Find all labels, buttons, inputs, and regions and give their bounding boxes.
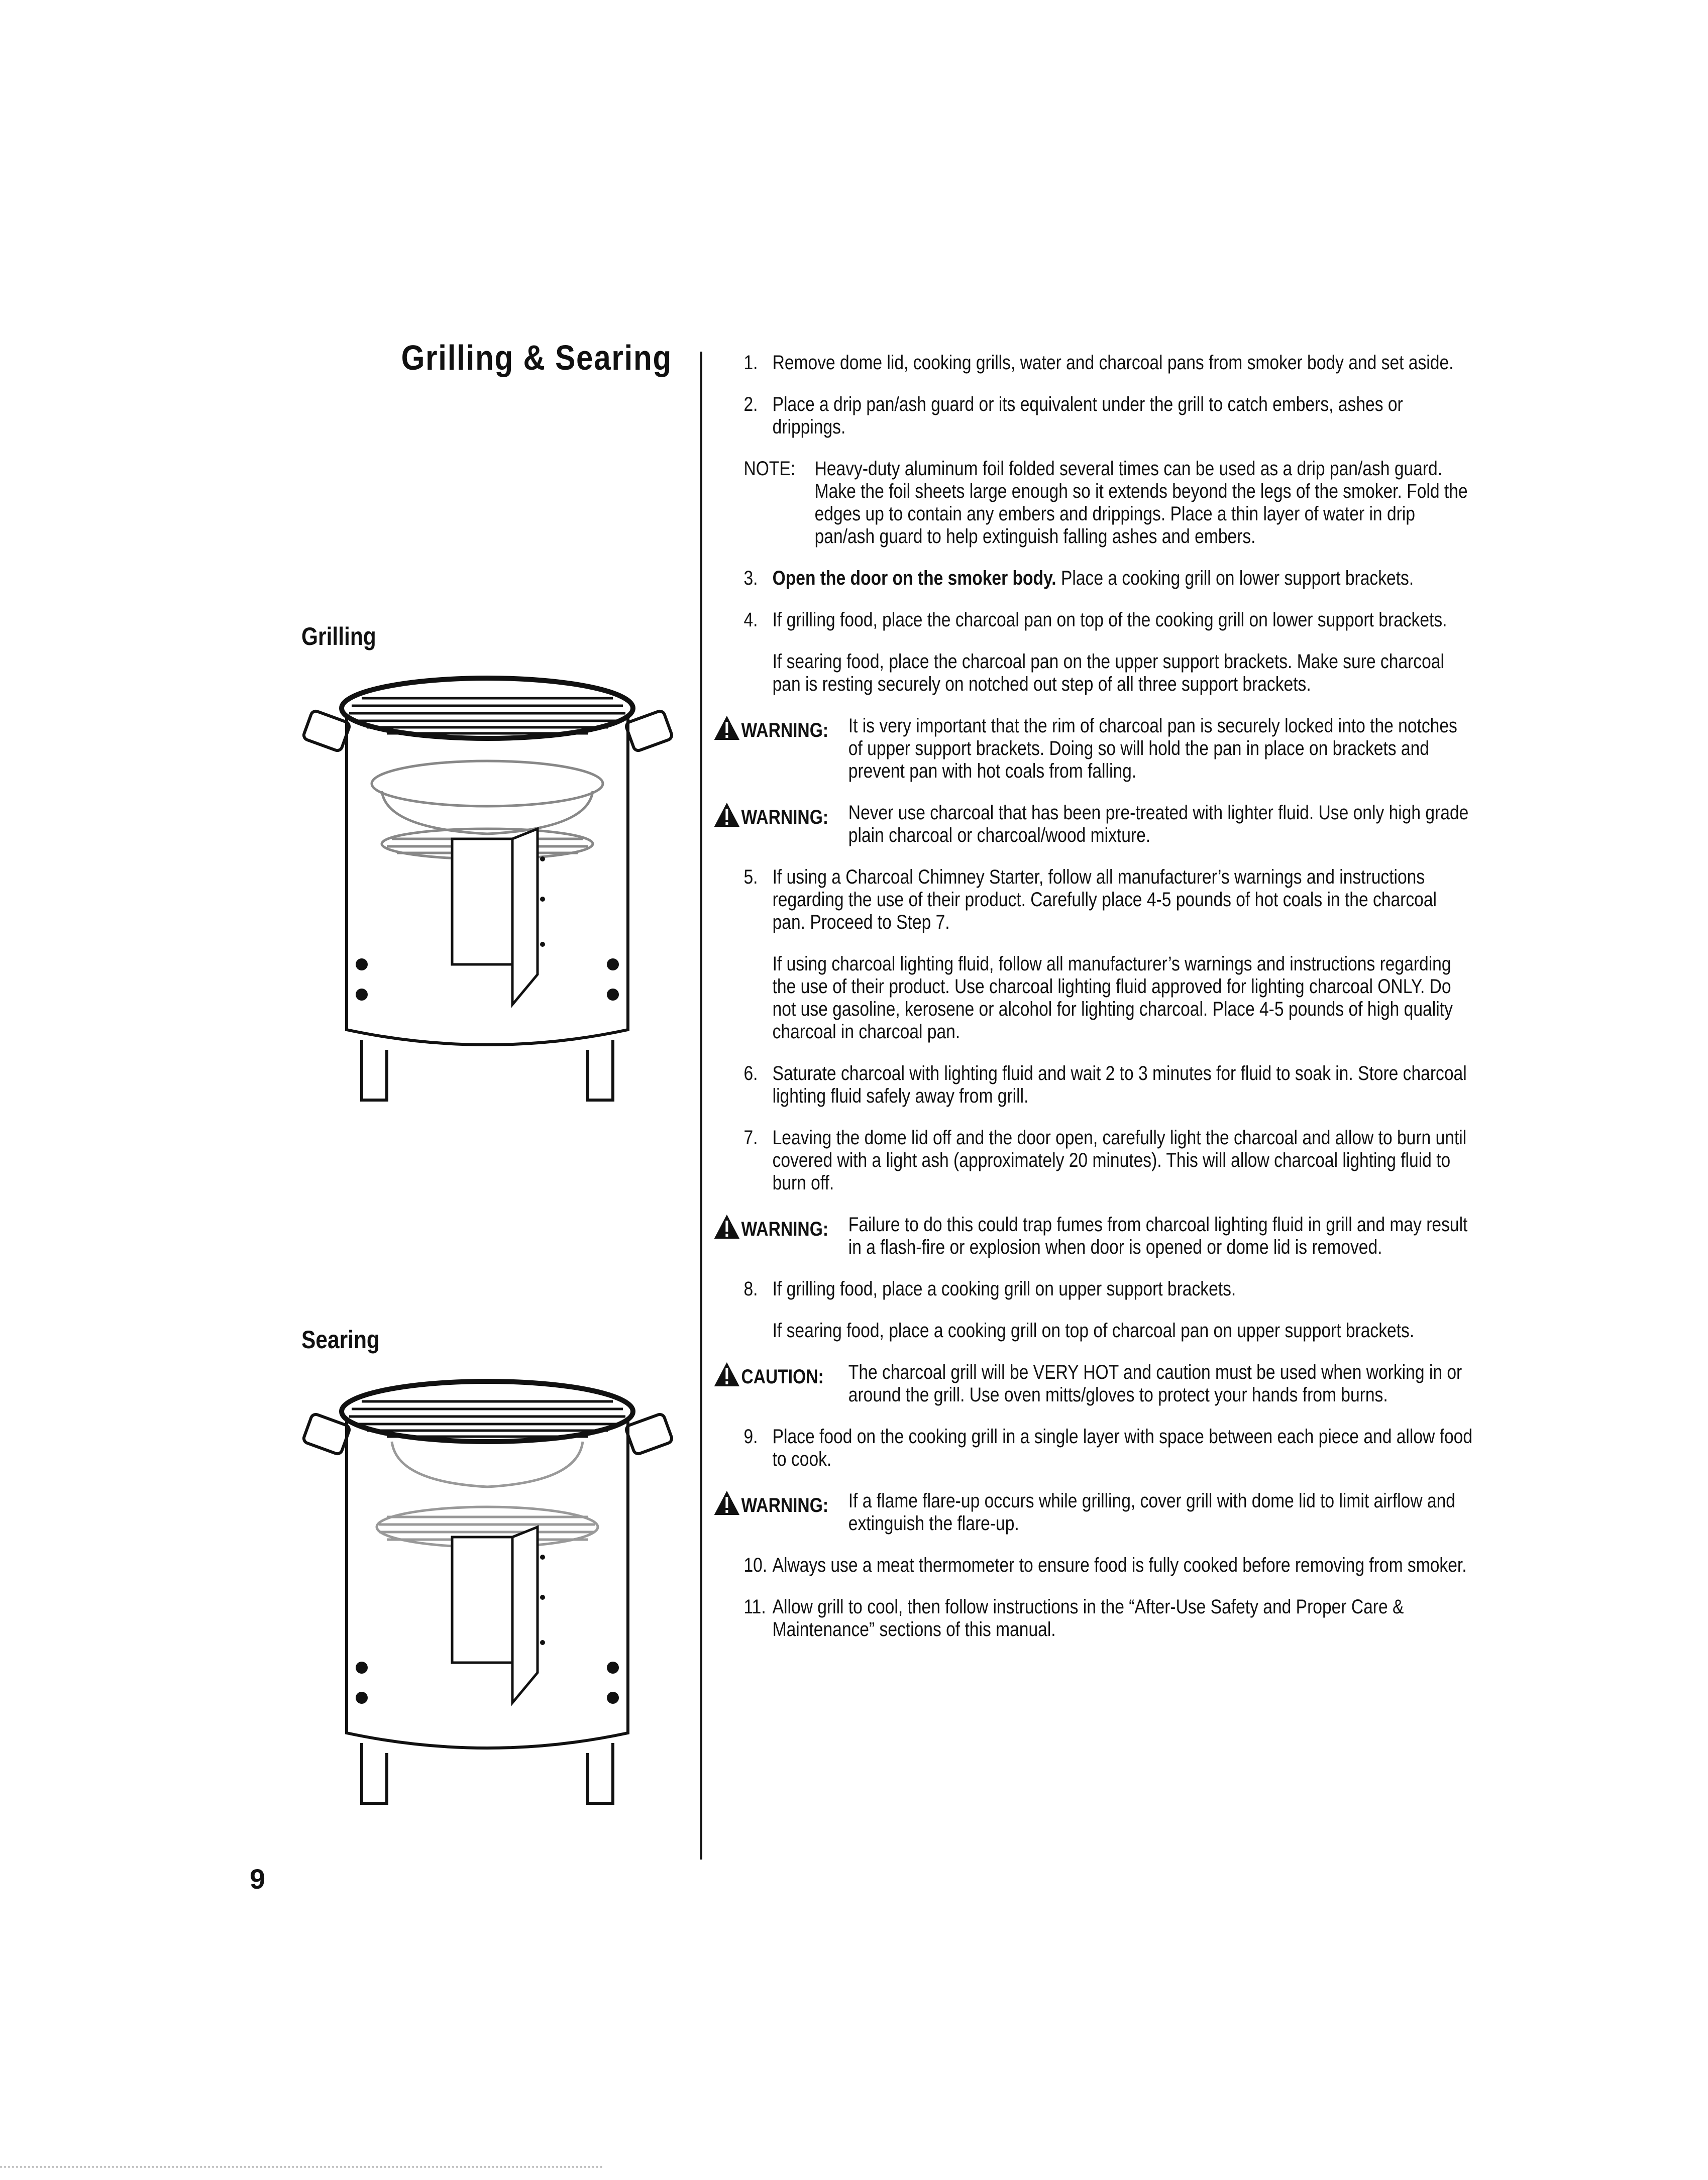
step-5-lighting-fluid: If using charcoal lighting fluid, follow all manufacturer’s warnings and instructions regarding the use of their product. Use charcoal lighting fluid approved for lighting charcoal ONLY. Do not use gasoline, kerosene or alcohol for lighting charcoal. Place 4-5 pounds of high quality charcoal in charcoal pan. xyxy=(772,953,1453,1043)
step-2: 2. Place a drip pan/ash guard or its equivalent under the grill to catch embers, ashes or drippings. xyxy=(743,393,1403,438)
note-block: NOTE: Heavy-duty aluminum foil folded several times can be used as a drip pan/ash guard. Make the foil sheets large enough so it extends beyond the legs of the smoker. Fold the edges up to contain any embers and drippings. Place a thin layer of water in drip pan/ash guard to help extinguish falling ashes and embers. xyxy=(743,458,1468,548)
step-10: 10. Always use a meat thermometer to ensure food is fully cooked before removing from smoker. xyxy=(743,1554,1467,1576)
step-4: 4. If grilling food, place the charcoal pan on top of the cooking grill on lower support brackets. xyxy=(743,609,1447,631)
step-8-searing: If searing food, place a cooking grill on top of charcoal pan on upper support brackets. xyxy=(772,1320,1415,1342)
warning-block: WARNING: Never use charcoal that has been pre-treated with lighter fluid. Use only high grade plain charcoal or charcoal/wood mixture. xyxy=(713,802,1473,847)
step-7: 7. Leaving the dome lid off and the door open, carefully light the charcoal and allow to burn until covered with a light ash (approximately 20 minutes). This will allow charcoal lighting fluid to burn off. xyxy=(743,1127,1467,1194)
footer-print-mark xyxy=(0,2166,603,2171)
step-11: 11. Allow grill to cool, then follow instructions in the “After-Use Safety and Proper Care & Maintenance” sections of this manual. xyxy=(743,1596,1404,1641)
step-3: 3. Open the door on the smoker body. Place a cooking grill on lower support brackets. xyxy=(743,567,1414,589)
step-6: 6. Saturate charcoal with lighting fluid and wait 2 to 3 minutes for fluid to soak in. Store charcoal lighting fluid safely away from grill. xyxy=(743,1062,1467,1107)
warning-triangle-icon xyxy=(713,1361,740,1387)
warning-block: WARNING: Failure to do this could trap fumes from charcoal lighting fluid in grill and may result in a flash-fire or explosion when door is opened or dome lid is removed. xyxy=(713,1214,1473,1259)
step-4-searing: If searing food, place the charcoal pan on the upper support brackets. Make sure charcoal pan is resting securely on notched out step of all three support brackets. xyxy=(772,650,1444,695)
warning-block: WARNING: It is very important that the rim of charcoal pan is securely locked into the notches of upper support brackets. Doing so will hold the pan in place on brackets and prevent pan with hot coals from falling. xyxy=(713,715,1473,783)
caution-block: CAUTION: The charcoal grill will be VERY HOT and caution must be used when working in or around the grill. Use oven mitts/gloves to protect your hands from burns. xyxy=(713,1361,1473,1406)
step-1: 1. Remove dome lid, cooking grills, water and charcoal pans from smoker body and set aside. xyxy=(743,352,1454,374)
column-divider xyxy=(700,352,702,1860)
grilling-illustration xyxy=(291,663,683,1125)
searing-illustration xyxy=(291,1366,683,1828)
warning-triangle-icon xyxy=(713,1214,740,1240)
warning-triangle-icon xyxy=(713,715,740,741)
step-8: 8. If grilling food, place a cooking grill on upper support brackets. xyxy=(743,1278,1236,1300)
instructions-column xyxy=(713,352,1477,1660)
warning-triangle-icon xyxy=(713,802,740,828)
searing-figure-label: Searing xyxy=(301,1326,380,1354)
warning-triangle-icon xyxy=(713,1490,740,1516)
step-5: 5. If using a Charcoal Chimney Starter, follow all manufacturer’s warnings and instructions regarding the use of their product. Carefully place 4-5 pounds of hot coals in the charcoal pan. Proceed to Step 7. xyxy=(743,866,1437,933)
page-title: Grilling & Searing xyxy=(401,338,672,377)
page-number: 9 xyxy=(250,1863,266,1895)
grilling-figure-label: Grilling xyxy=(301,622,376,650)
step-9: 9. Place food on the cooking grill in a single layer with space between each piece and allow food to cook. xyxy=(743,1426,1473,1470)
warning-block: WARNING: If a flame flare-up occurs while grilling, cover grill with dome lid to limit airflow and extinguish the flare-up. xyxy=(713,1490,1473,1535)
